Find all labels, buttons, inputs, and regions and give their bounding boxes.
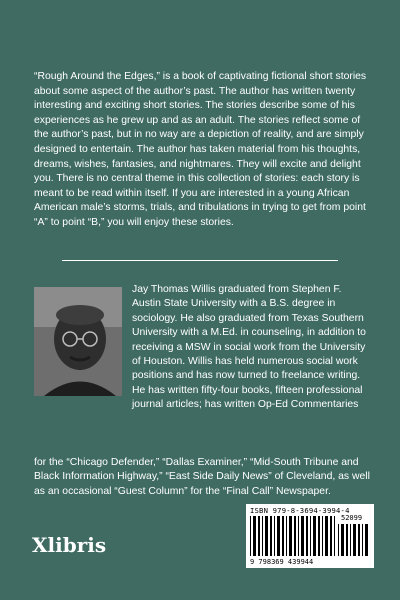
divider bbox=[62, 260, 338, 261]
author-bio-continued: for the “Chicago Defender,” “Dallas Examiner,” “Mid-South Tribune and Black Information Highway,” “East Side Daily News” of Cleveland, as well as an occasional “Guest Column” for the “Final Call” Newspaper. bbox=[34, 457, 370, 497]
isbn-label: ISBN 979-8-3694-3994-4 bbox=[250, 506, 350, 515]
book-description: “Rough Around the Edges,” is a book of captivating fictional short stories about some aspect of the author’s past. The author has written twenty interesting and exciting short stories. The stories describe some of his experiences as he grew up and as an adult. The stories reflect some of the author’s past, but in no way are a depiction of reality, and are simply designed to entertain. The author has taken material from his thoughts, dreams, wishes, fantasies, and nightmares. They will excite and delight you. There is no central theme in this collection of stories: each story is meant to be read within itself. If you are interested in a young African American male’s storms, trials, and tribulations in trying to get from point “A” to point “B,” you will enjoy these stories. bbox=[34, 71, 367, 228]
isbn-barcode bbox=[246, 504, 374, 568]
publisher-logo: Xlibris bbox=[32, 533, 107, 557]
price-code: 52099 bbox=[341, 514, 363, 522]
author-bio: Jay Thomas Willis graduated from Stephen F. Austin State University with a B.S. degree in sociology. He also graduated from Texas Southern University with a M.Ed. in counseling, in addition to receiving a MSW in social work from the University of Houston. Willis has held numerous social work positions and has now turned to freelance writing. He has written fifty-four books, fifteen professional journal articles; has written Op-Ed Commentaries bbox=[132, 284, 366, 411]
price-barcode-bars bbox=[338, 524, 368, 556]
author-photo bbox=[34, 287, 122, 396]
barcode-number: 9 798369 439944 bbox=[250, 558, 314, 566]
barcode-bars bbox=[250, 516, 336, 556]
